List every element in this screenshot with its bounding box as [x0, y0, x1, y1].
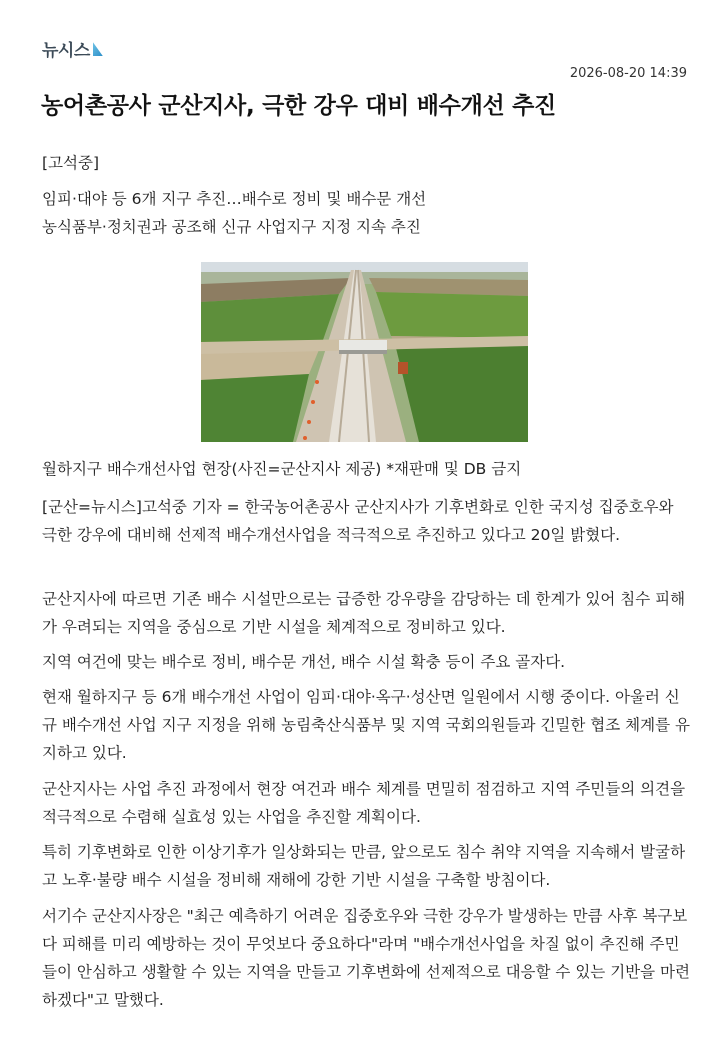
article-byline: [고석중] — [42, 154, 100, 172]
drainage-site-aerial-image — [201, 262, 528, 442]
article-subhead-2: 농식품부·정치권과 공조해 신규 사업지구 지정 지속 추진 — [42, 218, 421, 236]
article-paragraph: 현재 월하지구 등 6개 배수개선 사업이 임피·대야·옥구·성산면 일원에서 시행 중이다. 아울러 신규 배수개선 사업 지구 지정을 위해 농림축산식품부 및 지역 국회의원들과 긴밀한 협조 체계를 유지하고 있다. — [42, 688, 691, 762]
article-paragraph: 군산지사는 사업 추진 과정에서 현장 여건과 배수 체계를 면밀히 점검하고 지역 주민들의 의견을 적극적으로 수렴해 실효성 있는 사업을 추진할 계획이다. — [42, 780, 686, 826]
article-paragraph: 특히 기후변화로 인한 이상기후가 일상화되는 만큼, 앞으로도 침수 취약 지역을 지속해서 발굴하고 노후·불량 배수 시설을 정비해 재해에 강한 기반 시설을 구축할 방침이다. — [42, 843, 686, 889]
article-paragraph: 서기수 군산지사장은 "최근 예측하기 어려운 집중호우와 극한 강우가 발생하는 만큼 사후 복구보다 피해를 미리 예방하는 것이 무엇보다 중요하다"라며 "배수개선사업을 차질 없이 추진해 주민들이 안심하고 생활할 수 있는 지역을 만들고 기후변화에 선제적으로 대응할 수 있는 기반을 마련하겠다"고 말했다. — [42, 907, 691, 1009]
article-headline: 농어촌공사 군산지사, 극한 강우 대비 배수개선 추진 — [41, 93, 556, 119]
article-paragraph: 지역 여건에 맞는 배수로 정비, 배수문 개선, 배수 시설 확충 등이 주요 골자다. — [42, 653, 566, 671]
logo-text: 뉴시스 — [42, 41, 90, 61]
article-subhead-1: 임피·대야 등 6개 지구 추진…배수로 정비 및 배수문 개선 — [42, 190, 427, 208]
article-paragraph: [군산=뉴시스]고석중 기자 = 한국농어촌공사 군산지사가 기후변화로 인한 국지성 집중호우와 극한 강우에 대비해 선제적 배수개선사업을 적극적으로 추진하고 있다고 20일 밝혔다. — [42, 498, 674, 544]
newsis-logo[interactable] — [42, 36, 103, 61]
article-photo — [201, 262, 528, 442]
logo-mark-icon — [93, 42, 103, 56]
article-paragraph: 군산지사에 따르면 기존 배수 시설만으로는 급증한 강우량을 감당하는 데 한계가 있어 침수 피해가 우려되는 지역을 중심으로 기반 시설을 체계적으로 정비하고 있다. — [42, 590, 686, 636]
article-datetime: 2026-08-20 14:39 — [569, 66, 687, 81]
photo-caption: 월하지구 배수개선사업 현장(사진=군산지사 제공) *재판매 및 DB 금지 — [42, 460, 522, 478]
